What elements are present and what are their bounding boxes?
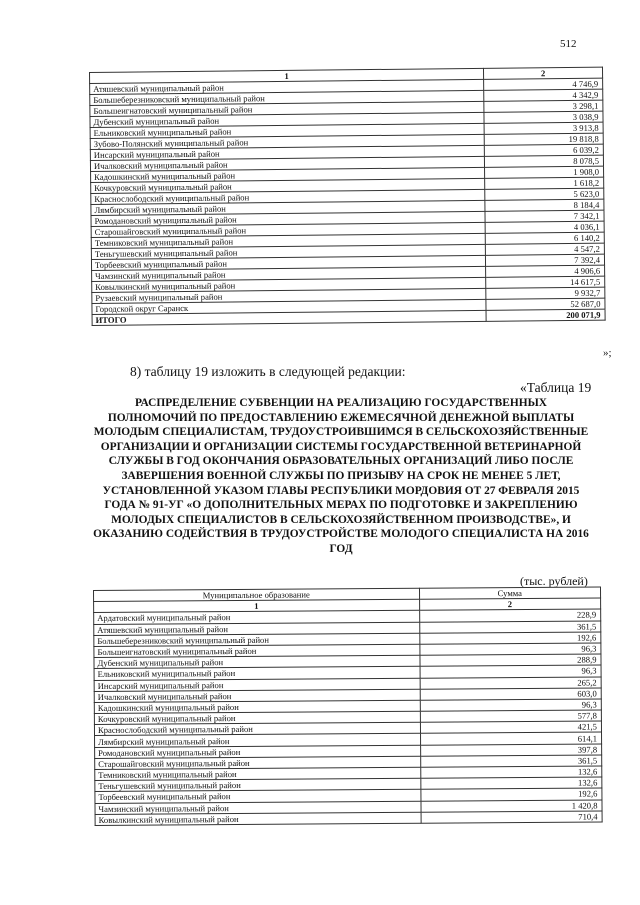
total-value: 200 071,9 [486, 309, 605, 321]
amount-value: 5 623,0 [485, 188, 604, 200]
municipality-name: Теньгушевский муниципальный район [91, 244, 485, 259]
table-1-col-2-number: 2 [484, 67, 603, 79]
municipality-name: Торбеевский муниципальный район [95, 790, 421, 803]
amount-value: 14 617,5 [486, 276, 605, 288]
amendment-instruction: 8) таблицу 19 изложить в следующей редакции: [130, 364, 406, 379]
municipality-name: Торбеевский муниципальный район [91, 255, 485, 270]
amount-value: 1 420,8 [420, 800, 602, 812]
municipality-name: Кадошкинский муниципальный район [91, 167, 485, 182]
municipality-name: Ичалковский муниципальный район [90, 156, 484, 171]
amount-value: 577,8 [420, 710, 602, 722]
amount-value: 361,5 [419, 621, 601, 633]
municipality-name: Темниковский муниципальный район [91, 233, 485, 248]
table-1 [89, 67, 606, 326]
amount-value: 96,3 [419, 643, 601, 655]
amount-value: 52 687,0 [486, 298, 605, 310]
municipality-name: Старошайговский муниципальный район [95, 756, 421, 769]
units-label: (тыс. рублей) [520, 574, 588, 588]
amount-value: 710,4 [421, 811, 603, 823]
table-2 [93, 586, 603, 825]
municipality-name: Большеберезниковский муниципальный район [94, 633, 420, 646]
amount-value: 4 342,9 [484, 89, 603, 101]
table-2-col-2-number: 2 [419, 598, 601, 610]
municipality-name: Ковылкинский муниципальный район [92, 277, 486, 292]
amount-value: 4 547,2 [486, 243, 605, 255]
table-reference: «Таблица 19 [520, 380, 592, 395]
municipality-name: Чамзинский муниципальный район [92, 266, 486, 281]
municipality-name: Кадошкинский муниципальный район [94, 700, 420, 713]
page-number: 512 [560, 38, 577, 50]
municipality-name: Кочкуровский муниципальный район [91, 178, 485, 193]
amount-value: 4 036,1 [485, 221, 604, 233]
municipality-name: Атяшевский муниципальный район [90, 79, 484, 94]
amount-value: 1 618,2 [485, 177, 604, 189]
amount-value: 1 908,0 [485, 166, 604, 178]
amount-value: 96,3 [420, 665, 602, 677]
amount-value: 614,1 [420, 732, 602, 744]
amount-value: 8 184,4 [485, 199, 604, 211]
municipality-name: Большеберезниковский муниципальный район [90, 90, 484, 105]
amount-value: 8 078,5 [485, 155, 604, 167]
municipality-name: Ромодановский муниципальный район [91, 211, 485, 226]
amount-value: 4 906,6 [486, 265, 605, 277]
amount-value: 3 038,9 [484, 111, 603, 123]
municipality-name: Лямбирский муниципальный район [95, 734, 421, 747]
amount-value: 265,2 [420, 676, 602, 688]
amount-value: 288,9 [419, 654, 601, 666]
table-2-col-header-municipality: Муниципальное образование [94, 588, 420, 601]
municipality-name: Ардатовский муниципальный район [94, 611, 420, 624]
amount-value: 4 746,9 [484, 78, 603, 90]
municipality-name: Ичалковский муниципальный район [94, 689, 420, 702]
municipality-name: Теньгушевский муниципальный район [95, 778, 421, 791]
amount-value: 7 342,1 [485, 210, 604, 222]
table-2-col-1-number: 1 [94, 599, 420, 612]
amount-value: 192,6 [419, 632, 601, 644]
municipality-name: Инсарский муниципальный район [90, 145, 484, 160]
total-label: ИТОГО [92, 310, 486, 325]
municipality-name: Краснослободский муниципальный район [94, 722, 420, 735]
amount-value: 6 039,2 [485, 144, 604, 156]
municipality-name: Атяшевский муниципальный район [94, 622, 420, 635]
municipality-name: Ромодановский муниципальный район [95, 745, 421, 758]
amount-value: 19 818,8 [484, 133, 603, 145]
amount-value: 421,5 [420, 721, 602, 733]
municipality-name: Дубенский муниципальный район [90, 112, 484, 127]
municipality-name: Ковылкинский муниципальный район [95, 812, 421, 825]
amount-value: 96,3 [420, 699, 602, 711]
amount-value: 3 298,1 [484, 100, 603, 112]
municipality-name: Лямбирский муниципальный район [91, 200, 485, 215]
municipality-name: Ельниковский муниципальный район [90, 123, 484, 138]
amount-value: 7 392,4 [486, 254, 605, 266]
amount-value: 132,6 [420, 766, 602, 778]
municipality-name: Кочкуровский муниципальный район [94, 711, 420, 724]
municipality-name: Рузаевский муниципальный район [92, 288, 486, 303]
table-1-col-1-number: 1 [90, 68, 484, 83]
municipality-name: Зубово-Полянский муниципальный район [90, 134, 484, 149]
amount-value: 9 932,7 [486, 287, 605, 299]
municipality-name: Чамзинский муниципальный район [95, 801, 421, 814]
amount-value: 397,8 [420, 744, 602, 756]
table-2-col-header-sum: Сумма [419, 587, 601, 599]
table-1-closing-quote: »; [603, 347, 612, 359]
municipality-name: Городской округ Саранск [92, 299, 486, 314]
municipality-name: Старошайговский муниципальный район [91, 222, 485, 237]
amount-value: 228,9 [419, 609, 601, 621]
amount-value: 132,6 [420, 777, 602, 789]
municipality-name: Краснослободский муниципальный район [91, 189, 485, 204]
amount-value: 192,6 [420, 788, 602, 800]
municipality-name: Большеигнатовский муниципальный район [90, 101, 484, 116]
municipality-name: Инсарский муниципальный район [94, 678, 420, 691]
amount-value: 6 140,2 [485, 232, 604, 244]
municipality-name: Темниковский муниципальный район [95, 767, 421, 780]
municipality-name: Большеигнатовский муниципальный район [94, 644, 420, 657]
municipality-name: Дубенский муниципальный район [94, 655, 420, 668]
municipality-name: Ельниковский муниципальный район [94, 667, 420, 680]
document-title: РАСПРЕДЕЛЕНИЕ СУБВЕНЦИИ НА РЕАЛИЗАЦИЮ ГОСУДАРСТВЕННЫХ ПОЛНОМОЧИЙ ПО ПРЕДОСТАВЛЕНИЮ ЕЖЕМЕСЯЧНОЙ ДЕНЕЖНОЙ ВЫПЛАТЫ МОЛОДЫМ СПЕЦИАЛИСТАМ, ТРУДОУСТРОИВШИМСЯ В СЕЛЬСКОХОЗЯЙСТВЕННЫЕ ОРГАНИЗАЦИИ И ОРГАНИЗАЦИИ СИСТЕМЫ ГОСУДАРСТВЕННОЙ ВЕТЕРИНАРНОЙ СЛУЖБЫ В ГОД ОКОНЧАНИЯ ОБРАЗОВАТЕЛЬНЫХ ОРГАНИЗАЦИЙ ЛИБО ПОСЛЕ ЗАВЕРШЕНИЯ ВОЕННОЙ СЛУЖБЫ ПО ПРИЗЫВУ НА СРОК НЕ МЕНЕЕ 5 ЛЕТ, УСТАНОВЛЕННОЙ УКАЗОМ ГЛАВЫ РЕСПУБЛИКИ МОРДОВИЯ ОТ 27 ФЕВРАЛЯ 2015 ГОДА № 91-УГ «О ДОПОЛНИТЕЛЬНЫХ МЕРАХ ПО ПОДГОТОВКЕ И ЗАКРЕПЛЕНИЮ МОЛОДЫХ СПЕЦИАЛИСТОВ В СЕЛЬСКОХОЗЯЙСТВЕННОМ ПРОИЗВОДСТВЕ», И ОКАЗАНИЮ СОДЕЙСТВИЯ В ТРУДОУСТРОЙСТВЕ МОЛОДОГО СПЕЦИАЛИСТА НА 2016 ГОД [93, 397, 589, 555]
amount-value: 3 913,8 [484, 122, 603, 134]
amount-value: 603,0 [420, 688, 602, 700]
amount-value: 361,5 [420, 755, 602, 767]
